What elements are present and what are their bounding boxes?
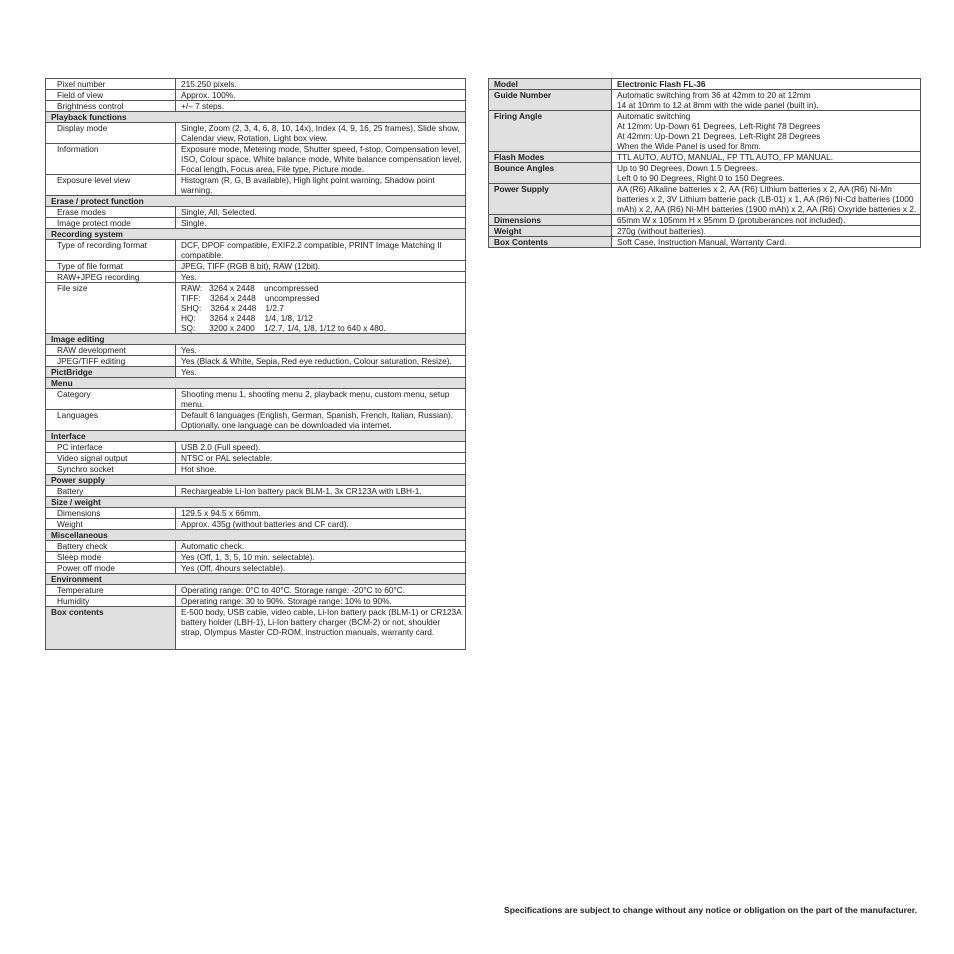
spec-row bbox=[489, 184, 921, 215]
spec-row bbox=[489, 226, 921, 237]
spec-row bbox=[489, 152, 921, 163]
spec-label: Box contents bbox=[46, 607, 176, 650]
spec-row bbox=[46, 207, 466, 218]
spec-label: Model bbox=[489, 79, 612, 90]
spec-row bbox=[46, 218, 466, 229]
section-title: Power supply bbox=[46, 475, 466, 486]
spec-row bbox=[46, 101, 466, 112]
spec-row bbox=[46, 486, 466, 497]
spec-label: RAW development bbox=[46, 345, 176, 356]
spec-label: Type of file format bbox=[46, 261, 176, 272]
spec-value: Single. bbox=[176, 218, 466, 229]
spec-row bbox=[46, 541, 466, 552]
flash-spec-table bbox=[488, 78, 921, 248]
spec-value: 215.250 pixels. bbox=[176, 79, 466, 90]
section-title: Interface bbox=[46, 431, 466, 442]
spec-value: Yes. bbox=[176, 272, 466, 283]
spec-value: Rechargeable Li-Ion battery pack BLM-1, 3x CR123A with LBH-1. bbox=[176, 486, 466, 497]
spec-label: Power Supply bbox=[489, 184, 612, 215]
spec-value: Up to 90 Degrees, Down 1.5 Degrees. Left 0 to 90 Degrees, Right 0 to 150 Degrees. bbox=[612, 163, 921, 184]
spec-row bbox=[46, 410, 466, 431]
spec-value: Single, Zoom (2, 3, 4, 6, 8, 10, 14x), Index (4, 9, 16, 25 frames), Slide show, Calendar view, Rotation, Light box view. bbox=[176, 123, 466, 144]
spec-value: 270g (without batteries). bbox=[612, 226, 921, 237]
spec-label: Information bbox=[46, 144, 176, 175]
section-header bbox=[46, 530, 466, 541]
spec-row bbox=[46, 367, 466, 378]
spec-row bbox=[46, 552, 466, 563]
spec-row bbox=[489, 163, 921, 184]
section-header bbox=[46, 431, 466, 442]
spec-label: Synchro socket bbox=[46, 464, 176, 475]
spec-label: Dimensions bbox=[489, 215, 612, 226]
spec-value: Yes (Black & White, Sepia, Red eye reduction, Colour saturation, Resize). bbox=[176, 356, 466, 367]
spec-value: Yes (Off, 1, 3, 5, 10 min. selectable). bbox=[176, 552, 466, 563]
spec-label: Guide Number bbox=[489, 90, 612, 111]
spec-label: Sleep mode bbox=[46, 552, 176, 563]
spec-value: Histogram (R, G, B available), High light point warning, Shadow point warning. bbox=[176, 175, 466, 196]
spec-label: Brightness control bbox=[46, 101, 176, 112]
spec-label: Firing Angle bbox=[489, 111, 612, 152]
spec-value: 65mm W x 105mm H x 95mm D (protuberances not included). bbox=[612, 215, 921, 226]
spec-value: Yes (Off, 4hours selectable). bbox=[176, 563, 466, 574]
spec-label: Exposure level view bbox=[46, 175, 176, 196]
spec-label: Dimensions bbox=[46, 508, 176, 519]
spec-row bbox=[46, 464, 466, 475]
spec-label: Battery check bbox=[46, 541, 176, 552]
spec-label: Battery bbox=[46, 486, 176, 497]
spec-value: USB 2.0 (Full speed). bbox=[176, 442, 466, 453]
spec-value: Single, All, Selected. bbox=[176, 207, 466, 218]
spec-label: Weight bbox=[46, 519, 176, 530]
spec-value: Approx. 100%. bbox=[176, 90, 466, 101]
section-title: Size / weight bbox=[46, 497, 466, 508]
spec-label: File size bbox=[46, 283, 176, 334]
section-header bbox=[46, 229, 466, 240]
spec-value: Electronic Flash FL-36 bbox=[612, 79, 921, 90]
spec-row bbox=[46, 356, 466, 367]
spec-label: Bounce Angles bbox=[489, 163, 612, 184]
spec-label: Weight bbox=[489, 226, 612, 237]
section-title: Image editing bbox=[46, 334, 466, 345]
spec-value: Shooting menu 1, shooting menu 2, playback menu, custom menu, setup menu. bbox=[176, 389, 466, 410]
spec-value: RAW: 3264 x 2448 uncompressed TIFF: 3264 x 2448 uncompressed SHQ: 3264 x 2448 1/2.7 HQ: 3264 x 2448 1/4, 1/8, 1/12 SQ: 3200 x 2400 1/2.7, 1/4, 1/8, 1/12 to 640 x 480. bbox=[176, 283, 466, 334]
spec-row bbox=[46, 272, 466, 283]
disclaimer-text: Specifications are subject to change without any notice or obligation on the part of the manufacturer. bbox=[503, 905, 917, 915]
spec-label: Pixel number bbox=[46, 79, 176, 90]
section-header bbox=[46, 378, 466, 389]
spec-label: RAW+JPEG recording bbox=[46, 272, 176, 283]
spec-row bbox=[46, 240, 466, 261]
spec-value: Approx. 435g (without batteries and CF card). bbox=[176, 519, 466, 530]
spec-row bbox=[46, 442, 466, 453]
spec-label: PC interface bbox=[46, 442, 176, 453]
spec-value: Yes. bbox=[176, 345, 466, 356]
spec-value: +/– 7 steps. bbox=[176, 101, 466, 112]
section-title: Miscellaneous bbox=[46, 530, 466, 541]
spec-value: Automatic check. bbox=[176, 541, 466, 552]
spec-label: Type of recording format bbox=[46, 240, 176, 261]
section-title: Erase / protect function bbox=[46, 196, 466, 207]
section-title: Playback functions bbox=[46, 112, 466, 123]
spec-row bbox=[489, 237, 921, 248]
spec-label: JPEG/TIFF editing bbox=[46, 356, 176, 367]
spec-label: Category bbox=[46, 389, 176, 410]
spec-row bbox=[46, 563, 466, 574]
spec-value: DCF, DPOF compatible, EXIF2.2 compatible, PRINT Image Matching II compatible. bbox=[176, 240, 466, 261]
section-title: Recording system bbox=[46, 229, 466, 240]
spec-label: Display mode bbox=[46, 123, 176, 144]
spec-value: E-500 body, USB cable, video cable, Li-Ion battery pack (BLM-1) or CR123A battery holder (LBH-1), Li-Ion battery charger (BCM-2) or not, shoulder strap, Olympus Master CD-ROM, instruction manuals, warranty card. bbox=[176, 607, 466, 650]
spec-row bbox=[46, 261, 466, 272]
section-header bbox=[46, 497, 466, 508]
spec-label: Flash Modes bbox=[489, 152, 612, 163]
spec-value: Operating range: 0°C to 40°C. Storage range: -20°C to 60°C. bbox=[176, 585, 466, 596]
spec-row bbox=[46, 519, 466, 530]
spec-row bbox=[489, 111, 921, 152]
spec-value: AA (R6) Alkaline batteries x 2, AA (R6) Lithium batteries x 2, AA (R6) Ni-Mn batteries x 2, 3V Lithium batterie pack (LB-01) x 1, AA (R6) Ni-Cd batteries (1000 mAh) x 2, AA (R6) Ni-MH batteries (1900 mAh) x 2, AA (R6) Oxyride batteries x 2. bbox=[612, 184, 921, 215]
spec-row bbox=[46, 453, 466, 464]
spec-label: Power off mode bbox=[46, 563, 176, 574]
spec-label: Image protect mode bbox=[46, 218, 176, 229]
spec-row bbox=[46, 79, 466, 90]
spec-label: Languages bbox=[46, 410, 176, 431]
spec-value: Automatic switching from 36 at 42mm to 20 at 12mm 14 at 10mm to 12 at 8mm with the wide panel (built in). bbox=[612, 90, 921, 111]
spec-label: Video signal output bbox=[46, 453, 176, 464]
spec-value: TTL AUTO, AUTO, MANUAL, FP TTL AUTO, FP MANUAL. bbox=[612, 152, 921, 163]
section-header bbox=[46, 574, 466, 585]
spec-label: Humidity bbox=[46, 596, 176, 607]
spec-row bbox=[489, 215, 921, 226]
spec-value: 129.5 x 94.5 x 66mm. bbox=[176, 508, 466, 519]
section-header bbox=[46, 334, 466, 345]
spec-row bbox=[489, 90, 921, 111]
spec-value: Soft Case, Instruction Manual, Warranty Card. bbox=[612, 237, 921, 248]
spec-value: Hot shoe. bbox=[176, 464, 466, 475]
section-header bbox=[46, 475, 466, 486]
spec-row bbox=[489, 79, 921, 90]
spec-value: JPEG, TIFF (RGB 8 bit), RAW (12bit). bbox=[176, 261, 466, 272]
section-title: Environment bbox=[46, 574, 466, 585]
spec-row bbox=[46, 90, 466, 101]
spec-label: Erase modes bbox=[46, 207, 176, 218]
spec-row bbox=[46, 596, 466, 607]
section-header bbox=[46, 112, 466, 123]
spec-value: Automatic switching At 12mm: Up-Down 61 Degrees, Left-Right 78 Degrees At 42mm: Up-Down 21 Degrees, Left-Right 28 Degrees When the Wide Panel is used for 8mm. bbox=[612, 111, 921, 152]
spec-value: Operating range: 30 to 90%. Storage range: 10% to 90%. bbox=[176, 596, 466, 607]
spec-label: Field of view bbox=[46, 90, 176, 101]
spec-row bbox=[46, 508, 466, 519]
spec-row bbox=[46, 607, 466, 650]
camera-spec-table bbox=[45, 78, 466, 650]
spec-row bbox=[46, 345, 466, 356]
spec-value: Exposure mode, Metering mode, Shutter speed, f-stop, Compensation level, ISO, Colour space, White balance mode, White balance compensation level, Focal length, Focus area, File type, Picture mode. bbox=[176, 144, 466, 175]
spec-label: Temperature bbox=[46, 585, 176, 596]
spec-value: Default 6 languages (English, German, Spanish, French, Italian, Russian). Optionally, one language can be downloaded via internet. bbox=[176, 410, 466, 431]
section-header bbox=[46, 196, 466, 207]
spec-row bbox=[46, 585, 466, 596]
spec-row bbox=[46, 123, 466, 144]
spec-row bbox=[46, 144, 466, 175]
spec-value: NTSC or PAL selectable. bbox=[176, 453, 466, 464]
spec-row bbox=[46, 175, 466, 196]
spec-value: Yes. bbox=[176, 367, 466, 378]
spec-row bbox=[46, 283, 466, 334]
spec-row bbox=[46, 389, 466, 410]
spec-label: PictBridge bbox=[46, 367, 176, 378]
spec-label: Box Contents bbox=[489, 237, 612, 248]
section-title: Menu bbox=[46, 378, 466, 389]
